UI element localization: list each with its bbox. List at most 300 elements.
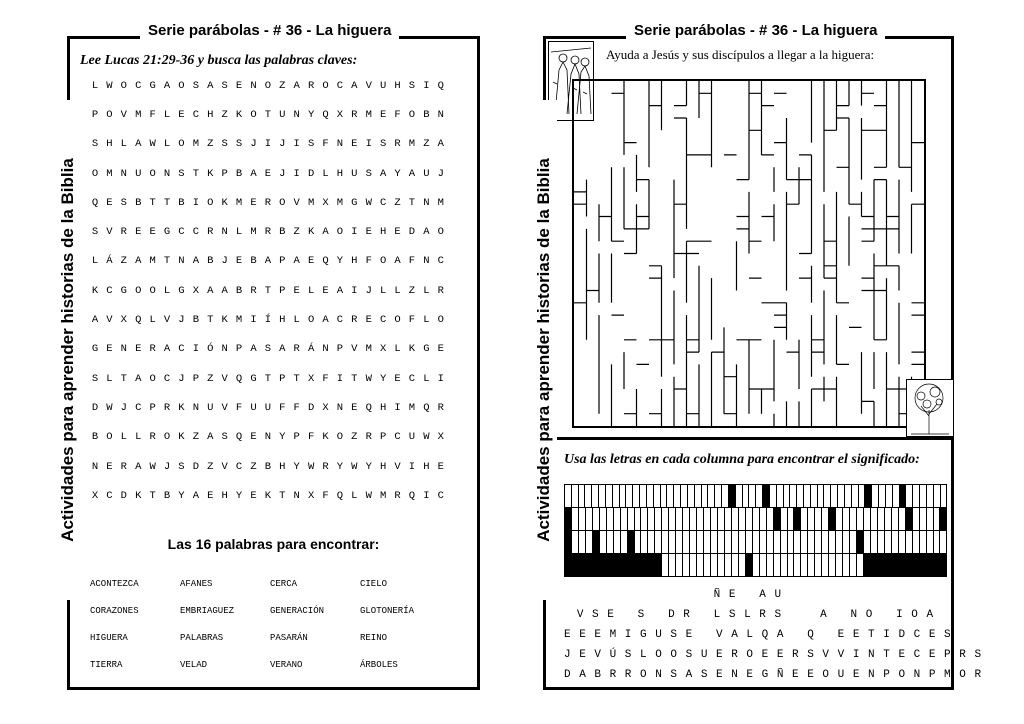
grid-letter[interactable]: C [336, 79, 344, 92]
cipher-cell[interactable] [564, 485, 572, 507]
cipher-cell[interactable] [801, 531, 808, 553]
grid-letter[interactable]: T [207, 314, 214, 327]
grid-letter[interactable]: R [120, 460, 127, 473]
grid-letter[interactable]: L [351, 489, 358, 502]
cipher-cell[interactable] [940, 531, 947, 553]
cipher-cell[interactable] [934, 508, 941, 530]
grid-letter[interactable]: F [322, 489, 329, 502]
cipher-cell[interactable] [906, 485, 913, 507]
grid-letter[interactable]: L [322, 167, 329, 180]
cipher-cell[interactable] [753, 554, 760, 576]
cipher-cell[interactable] [647, 485, 654, 507]
grid-letter[interactable]: W [106, 79, 113, 92]
grid-letter[interactable]: C [192, 108, 199, 121]
grid-letter[interactable]: X [120, 314, 127, 327]
cipher-cell[interactable] [899, 508, 906, 530]
cipher-cell[interactable] [808, 554, 815, 576]
grid-letter[interactable]: Q [365, 401, 372, 414]
grid-letter[interactable]: V [106, 226, 113, 239]
cipher-cell[interactable] [857, 554, 864, 576]
grid-letter[interactable]: D [91, 401, 99, 414]
cipher-cell[interactable] [927, 508, 934, 530]
cipher-cell[interactable] [859, 485, 866, 507]
cipher-cell[interactable] [579, 531, 586, 553]
grid-letter[interactable]: O [207, 196, 214, 209]
grid-letter[interactable]: X [307, 489, 315, 502]
grid-letter[interactable]: T [293, 372, 300, 385]
grid-letter[interactable]: Z [120, 255, 127, 268]
grid-letter[interactable]: I [437, 372, 444, 385]
grid-letter[interactable]: E [307, 255, 315, 268]
grid-letter[interactable]: N [178, 255, 185, 268]
grid-letter[interactable]: E [250, 196, 257, 209]
grid-letter[interactable]: F [322, 372, 329, 385]
grid-letter[interactable]: W [307, 460, 315, 473]
grid-letter[interactable]: L [91, 79, 99, 92]
grid-letter[interactable]: N [293, 489, 300, 502]
grid-letter[interactable]: Y [336, 255, 344, 268]
grid-letter[interactable]: A [207, 79, 214, 92]
cipher-cell[interactable] [753, 531, 760, 553]
cipher-cell[interactable] [749, 485, 756, 507]
grid-letter[interactable]: C [235, 460, 243, 473]
grid-letter[interactable]: L [120, 431, 127, 444]
grid-letter[interactable]: C [192, 226, 199, 239]
cipher-cell[interactable] [850, 554, 857, 576]
grid-letter[interactable]: B [264, 460, 272, 473]
grid-letter[interactable]: Y [178, 489, 185, 502]
grid-letter[interactable]: J [365, 284, 372, 297]
cipher-cell[interactable] [767, 508, 774, 530]
cipher-cell[interactable] [725, 554, 732, 576]
grid-letter[interactable]: Z [408, 284, 416, 297]
cipher-cell[interactable] [934, 531, 941, 553]
cipher-cell[interactable] [794, 531, 801, 553]
grid-letter[interactable]: B [235, 284, 243, 297]
grid-letter[interactable]: O [336, 226, 344, 239]
grid-letter[interactable]: Z [423, 138, 430, 151]
cipher-cell[interactable] [767, 531, 774, 553]
grid-letter[interactable]: F [149, 108, 156, 121]
grid-letter[interactable]: E [365, 314, 372, 327]
grid-letter[interactable]: H [221, 489, 228, 502]
grid-letter[interactable]: N [120, 343, 127, 356]
grid-letter[interactable]: H [279, 460, 286, 473]
grid-letter[interactable]: N [336, 138, 344, 151]
cipher-cell[interactable] [704, 554, 711, 576]
cipher-cell[interactable] [572, 485, 579, 507]
grid-letter[interactable]: E [135, 343, 142, 356]
grid-letter[interactable]: G [149, 79, 156, 92]
cipher-cell[interactable] [899, 531, 906, 553]
grid-letter[interactable]: W [351, 460, 358, 473]
grid-letter[interactable]: U [351, 167, 358, 180]
grid-letter[interactable]: F [365, 255, 372, 268]
cipher-cell[interactable] [770, 485, 777, 507]
grid-letter[interactable]: C [106, 489, 113, 502]
cipher-cell[interactable] [934, 485, 941, 507]
grid-letter[interactable]: O [149, 284, 156, 297]
grid-letter[interactable]: Q [235, 372, 243, 385]
cipher-cell[interactable] [607, 508, 614, 530]
cipher-cell[interactable] [586, 531, 593, 553]
grid-letter[interactable]: L [163, 138, 171, 151]
grid-letter[interactable]: T [149, 489, 156, 502]
grid-letter[interactable]: Z [351, 431, 358, 444]
grid-letter[interactable]: K [178, 431, 185, 444]
grid-letter[interactable]: R [149, 431, 156, 444]
grid-letter[interactable]: N [221, 343, 228, 356]
grid-letter[interactable]: A [394, 255, 401, 268]
cipher-cell[interactable] [599, 485, 606, 507]
grid-letter[interactable]: S [221, 79, 228, 92]
cipher-cell[interactable] [836, 508, 843, 530]
cipher-cell[interactable] [836, 554, 843, 576]
grid-letter[interactable]: T [192, 167, 199, 180]
grid-letter[interactable]: O [322, 79, 329, 92]
grid-letter[interactable]: T [408, 196, 416, 209]
cipher-cell[interactable] [913, 531, 920, 553]
grid-letter[interactable]: H [379, 226, 387, 239]
grid-letter[interactable]: R [293, 343, 300, 356]
cipher-cell[interactable] [941, 485, 948, 507]
grid-letter[interactable]: L [135, 431, 142, 444]
grid-letter[interactable]: K [264, 489, 272, 502]
grid-letter[interactable]: Z [192, 431, 199, 444]
grid-letter[interactable]: D [307, 401, 315, 414]
grid-letter[interactable]: J [279, 138, 286, 151]
grid-letter[interactable]: X [322, 401, 329, 414]
grid-letter[interactable]: N [437, 108, 444, 121]
grid-letter[interactable]: O [394, 314, 401, 327]
grid-letter[interactable]: Y [394, 167, 401, 180]
grid-letter[interactable]: Y [336, 460, 344, 473]
grid-letter[interactable]: A [207, 284, 214, 297]
grid-letter[interactable]: O [408, 108, 416, 121]
cipher-cell[interactable] [628, 508, 635, 530]
grid-letter[interactable]: W [365, 196, 372, 209]
cipher-cell[interactable] [572, 508, 579, 530]
grid-letter[interactable]: B [91, 431, 99, 444]
cipher-cell[interactable] [715, 485, 722, 507]
grid-letter[interactable]: Y [365, 460, 372, 473]
cipher-cell[interactable] [913, 485, 920, 507]
grid-letter[interactable]: V [365, 79, 372, 92]
cipher-cell[interactable] [804, 485, 811, 507]
cipher-cell[interactable] [676, 531, 683, 553]
grid-letter[interactable]: M [379, 489, 387, 502]
grid-letter[interactable]: A [322, 314, 329, 327]
cipher-cell[interactable] [600, 508, 607, 530]
grid-letter[interactable]: E [207, 489, 214, 502]
grid-letter[interactable]: F [293, 401, 300, 414]
cipher-cell[interactable] [808, 508, 815, 530]
grid-letter[interactable]: Y [235, 489, 243, 502]
grid-letter[interactable]: E [351, 401, 358, 414]
cipher-cell[interactable] [879, 485, 886, 507]
grid-letter[interactable]: A [437, 138, 444, 151]
cipher-cell[interactable] [845, 485, 852, 507]
grid-letter[interactable]: L [423, 372, 430, 385]
cipher-cell[interactable] [829, 531, 836, 553]
grid-letter[interactable]: N [264, 431, 272, 444]
grid-letter[interactable]: B [235, 167, 243, 180]
cipher-cell[interactable] [614, 531, 621, 553]
cipher-cell[interactable] [746, 508, 753, 530]
cipher-cell[interactable] [732, 554, 739, 576]
grid-letter[interactable]: W [149, 138, 156, 151]
grid-letter[interactable]: X [307, 372, 315, 385]
cipher-cell[interactable] [739, 554, 746, 576]
grid-letter[interactable]: F [235, 401, 243, 414]
cipher-cell[interactable] [815, 508, 822, 530]
grid-letter[interactable]: K [307, 226, 315, 239]
grid-letter[interactable]: A [322, 226, 329, 239]
grid-letter[interactable]: R [437, 284, 444, 297]
grid-letter[interactable]: K [221, 196, 228, 209]
grid-letter[interactable]: R [250, 284, 257, 297]
grid-letter[interactable]: Y [279, 431, 286, 444]
grid-letter[interactable]: J [178, 314, 185, 327]
cipher-cell[interactable] [621, 531, 628, 553]
cipher-cell[interactable] [606, 485, 613, 507]
grid-letter[interactable]: X [336, 108, 344, 121]
grid-letter[interactable]: N [423, 255, 430, 268]
cipher-cell[interactable] [872, 485, 879, 507]
cipher-cell[interactable] [824, 485, 831, 507]
grid-letter[interactable]: C [379, 196, 387, 209]
grid-letter[interactable]: A [207, 431, 214, 444]
grid-letter[interactable]: N [163, 167, 171, 180]
cipher-cell[interactable] [690, 531, 697, 553]
grid-letter[interactable]: S [307, 138, 315, 151]
grid-letter[interactable]: P [221, 167, 228, 180]
grid-letter[interactable]: K [408, 343, 416, 356]
grid-letter[interactable]: J [178, 372, 185, 385]
grid-letter[interactable]: J [163, 460, 171, 473]
grid-letter[interactable]: S [221, 431, 228, 444]
cipher-cell[interactable] [695, 485, 702, 507]
cipher-cell[interactable] [681, 485, 688, 507]
grid-letter[interactable]: Q [336, 489, 344, 502]
cipher-cell[interactable] [621, 508, 628, 530]
grid-letter[interactable]: S [120, 196, 127, 209]
cipher-cell[interactable] [774, 554, 781, 576]
grid-letter[interactable]: N [91, 460, 99, 473]
cipher-cell[interactable] [736, 485, 743, 507]
grid-letter[interactable]: A [264, 255, 272, 268]
grid-letter[interactable]: P [192, 372, 199, 385]
grid-letter[interactable]: N [293, 108, 300, 121]
grid-letter[interactable]: Z [207, 138, 214, 151]
grid-letter[interactable]: S [379, 138, 387, 151]
cipher-cell[interactable] [641, 531, 648, 553]
grid-letter[interactable]: M [235, 196, 243, 209]
grid-letter[interactable]: R [149, 343, 156, 356]
grid-letter[interactable]: B [163, 489, 171, 502]
grid-letter[interactable]: T [279, 489, 286, 502]
grid-letter[interactable]: W [149, 460, 156, 473]
cipher-cell[interactable] [756, 485, 763, 507]
cipher-cell[interactable] [613, 485, 620, 507]
grid-letter[interactable]: Y [307, 108, 315, 121]
grid-letter[interactable]: L [423, 284, 430, 297]
grid-letter[interactable]: I [264, 138, 272, 151]
grid-letter[interactable]: T [163, 255, 171, 268]
cipher-cell[interactable] [674, 485, 681, 507]
grid-letter[interactable]: M [408, 138, 416, 151]
grid-letter[interactable]: V [221, 401, 228, 414]
cipher-cell[interactable] [920, 531, 927, 553]
cipher-cell[interactable] [586, 508, 593, 530]
cipher-cell[interactable] [781, 508, 788, 530]
grid-letter[interactable]: F [408, 314, 416, 327]
grid-letter[interactable]: O [264, 79, 272, 92]
grid-letter[interactable]: E [235, 255, 243, 268]
cipher-cell[interactable] [655, 508, 662, 530]
cipher-cell[interactable] [892, 508, 899, 530]
grid-letter[interactable]: A [135, 138, 142, 151]
grid-letter[interactable]: A [293, 79, 300, 92]
grid-letter[interactable]: M [365, 108, 372, 121]
grid-letter[interactable]: L [394, 343, 401, 356]
grid-letter[interactable]: M [250, 226, 257, 239]
cipher-cell[interactable] [743, 485, 750, 507]
grid-letter[interactable]: E [106, 196, 113, 209]
cipher-cell[interactable] [829, 554, 836, 576]
cipher-cell[interactable] [788, 508, 795, 530]
grid-letter[interactable]: Z [293, 226, 300, 239]
grid-letter[interactable]: K [235, 108, 243, 121]
cipher-cell[interactable] [620, 485, 627, 507]
cipher-cell[interactable] [906, 531, 913, 553]
grid-letter[interactable]: T [120, 372, 127, 385]
cipher-cell[interactable] [892, 531, 899, 553]
grid-letter[interactable]: Í [264, 314, 272, 327]
grid-letter[interactable]: R [394, 489, 401, 502]
grid-letter[interactable]: C [178, 343, 185, 356]
cipher-cell[interactable] [857, 508, 864, 530]
cipher-cell[interactable] [822, 508, 829, 530]
grid-letter[interactable]: C [135, 79, 142, 92]
cipher-cell[interactable] [801, 554, 808, 576]
grid-letter[interactable]: S [365, 167, 372, 180]
maze[interactable] [572, 79, 926, 428]
grid-letter[interactable]: O [336, 431, 344, 444]
grid-letter[interactable]: S [178, 460, 185, 473]
grid-letter[interactable]: Q [135, 314, 142, 327]
grid-letter[interactable]: E [394, 226, 401, 239]
grid-letter[interactable]: S [192, 79, 199, 92]
grid-letter[interactable]: I [293, 138, 300, 151]
grid-letter[interactable]: A [91, 314, 99, 327]
grid-letter[interactable]: R [264, 196, 272, 209]
grid-letter[interactable]: N [423, 196, 430, 209]
cipher-cell[interactable] [722, 485, 729, 507]
cipher-cell[interactable] [927, 485, 934, 507]
grid-letter[interactable]: I [351, 284, 358, 297]
cipher-cell[interactable] [808, 531, 815, 553]
cipher-cell[interactable] [878, 531, 885, 553]
grid-letter[interactable]: K [135, 489, 142, 502]
grid-letter[interactable]: H [351, 255, 358, 268]
grid-letter[interactable]: P [379, 431, 387, 444]
grid-letter[interactable]: N [336, 401, 344, 414]
cipher-cell[interactable] [669, 554, 676, 576]
grid-letter[interactable]: A [351, 79, 358, 92]
grid-letter[interactable]: Q [423, 401, 430, 414]
cipher-cell[interactable] [667, 485, 674, 507]
cipher-cell[interactable] [850, 508, 857, 530]
grid-letter[interactable]: U [207, 401, 214, 414]
grid-letter[interactable]: Á [106, 255, 113, 268]
grid-letter[interactable]: S [178, 167, 185, 180]
grid-letter[interactable]: U [379, 79, 387, 92]
cipher-cell[interactable] [711, 508, 718, 530]
grid-letter[interactable]: R [163, 401, 171, 414]
grid-letter[interactable]: X [379, 343, 387, 356]
grid-letter[interactable]: I [293, 167, 300, 180]
cipher-cell[interactable] [852, 485, 859, 507]
cipher-cell[interactable] [739, 508, 746, 530]
grid-letter[interactable]: M [365, 343, 372, 356]
cipher-cell[interactable] [688, 485, 695, 507]
grid-letter[interactable]: B [192, 314, 199, 327]
cipher-cell[interactable] [739, 531, 746, 553]
grid-letter[interactable]: W [106, 401, 113, 414]
grid-letter[interactable]: R [351, 108, 358, 121]
grid-letter[interactable]: B [135, 196, 142, 209]
cipher-cell[interactable] [774, 531, 781, 553]
grid-letter[interactable]: I [336, 372, 344, 385]
grid-letter[interactable]: I [351, 226, 358, 239]
cipher-cell[interactable] [579, 485, 586, 507]
grid-letter[interactable]: O [178, 79, 185, 92]
grid-letter[interactable]: N [120, 167, 127, 180]
grid-letter[interactable]: O [250, 108, 257, 121]
grid-letter[interactable]: I [408, 460, 416, 473]
grid-letter[interactable]: I [192, 343, 199, 356]
grid-letter[interactable]: N [250, 79, 257, 92]
cipher-cell[interactable] [822, 554, 829, 576]
cipher-cell[interactable] [831, 485, 838, 507]
cipher-cell[interactable] [662, 508, 669, 530]
cipher-cell[interactable] [655, 531, 662, 553]
cipher-cell[interactable] [697, 554, 704, 576]
grid-letter[interactable]: M [192, 138, 199, 151]
grid-letter[interactable]: E [149, 226, 156, 239]
cipher-cell[interactable] [683, 508, 690, 530]
grid-letter[interactable]: A [221, 284, 228, 297]
grid-letter[interactable]: C [106, 284, 113, 297]
grid-letter[interactable]: Q [322, 255, 329, 268]
grid-letter[interactable]: F [307, 431, 315, 444]
grid-letter[interactable]: R [207, 226, 214, 239]
cipher-cell[interactable] [753, 508, 760, 530]
grid-letter[interactable]: A [423, 226, 430, 239]
grid-letter[interactable]: C [336, 314, 344, 327]
grid-letter[interactable]: X [437, 431, 444, 444]
grid-letter[interactable]: A [336, 284, 344, 297]
grid-letter[interactable]: T [264, 284, 272, 297]
cipher-cell[interactable] [885, 531, 892, 553]
grid-letter[interactable]: L [149, 314, 156, 327]
grid-letter[interactable]: I [394, 401, 401, 414]
grid-letter[interactable]: A [192, 489, 199, 502]
grid-letter[interactable]: C [135, 401, 142, 414]
grid-letter[interactable]: O [437, 226, 444, 239]
grid-letter[interactable]: H [106, 138, 113, 151]
